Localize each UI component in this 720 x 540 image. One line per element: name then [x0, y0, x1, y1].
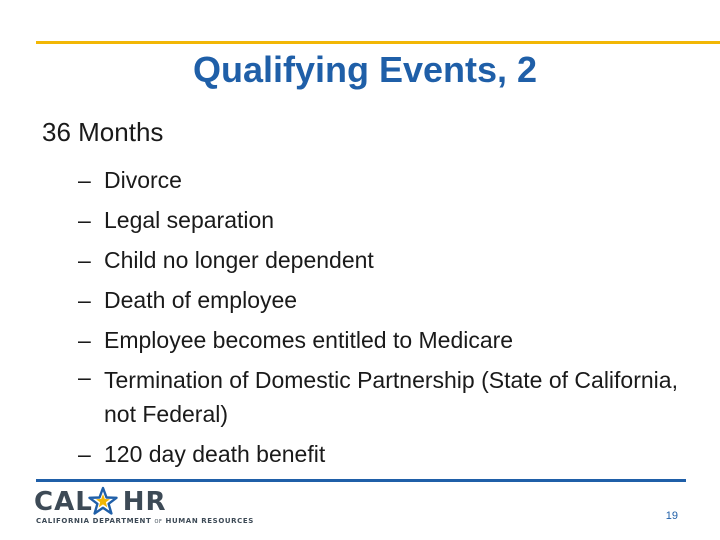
- dash: –: [78, 441, 91, 467]
- bullet-item: [78, 360, 693, 434]
- bullet-text: Divorce: [104, 167, 182, 193]
- bullet-item: [78, 320, 693, 360]
- section-heading: 36 Months: [42, 117, 164, 147]
- bullet-text: Death of employee: [104, 287, 298, 313]
- bullet-item: [78, 434, 693, 474]
- dash: –: [78, 247, 91, 273]
- bullet-text: 120 day death benefit: [104, 441, 326, 467]
- bullet-text: Child no longer dependent: [104, 247, 374, 273]
- bullet-item: [78, 160, 693, 200]
- dash: –: [78, 167, 91, 193]
- calhr-logo: [34, 488, 254, 528]
- bottom-rule: [36, 479, 686, 482]
- logo-subtitle: CALIFORNIA DEPARTMENT OF HUMAN RESOURCES: [36, 517, 254, 525]
- bullet-item: [78, 280, 693, 320]
- bullet-text: Termination of Domestic Partnership (State of California, not Federal): [104, 367, 678, 427]
- star-icon: [88, 486, 118, 516]
- page-number: 19: [665, 510, 678, 522]
- bullet-text: Legal separation: [104, 207, 275, 233]
- logo-text-left: CAL: [34, 487, 93, 517]
- slide-title: Qualifying Events, 2: [192, 49, 538, 90]
- bullet-item: [78, 200, 693, 240]
- bullet-item: [78, 240, 693, 280]
- top-rule: [36, 41, 720, 44]
- logo-text-right: HR: [122, 487, 167, 517]
- bullet-text: Employee becomes entitled to Medicare: [104, 327, 514, 353]
- bullet-list: [78, 160, 693, 474]
- dash: –: [78, 364, 91, 390]
- dash: –: [78, 327, 91, 353]
- dash: –: [78, 207, 91, 233]
- dash: –: [78, 287, 91, 313]
